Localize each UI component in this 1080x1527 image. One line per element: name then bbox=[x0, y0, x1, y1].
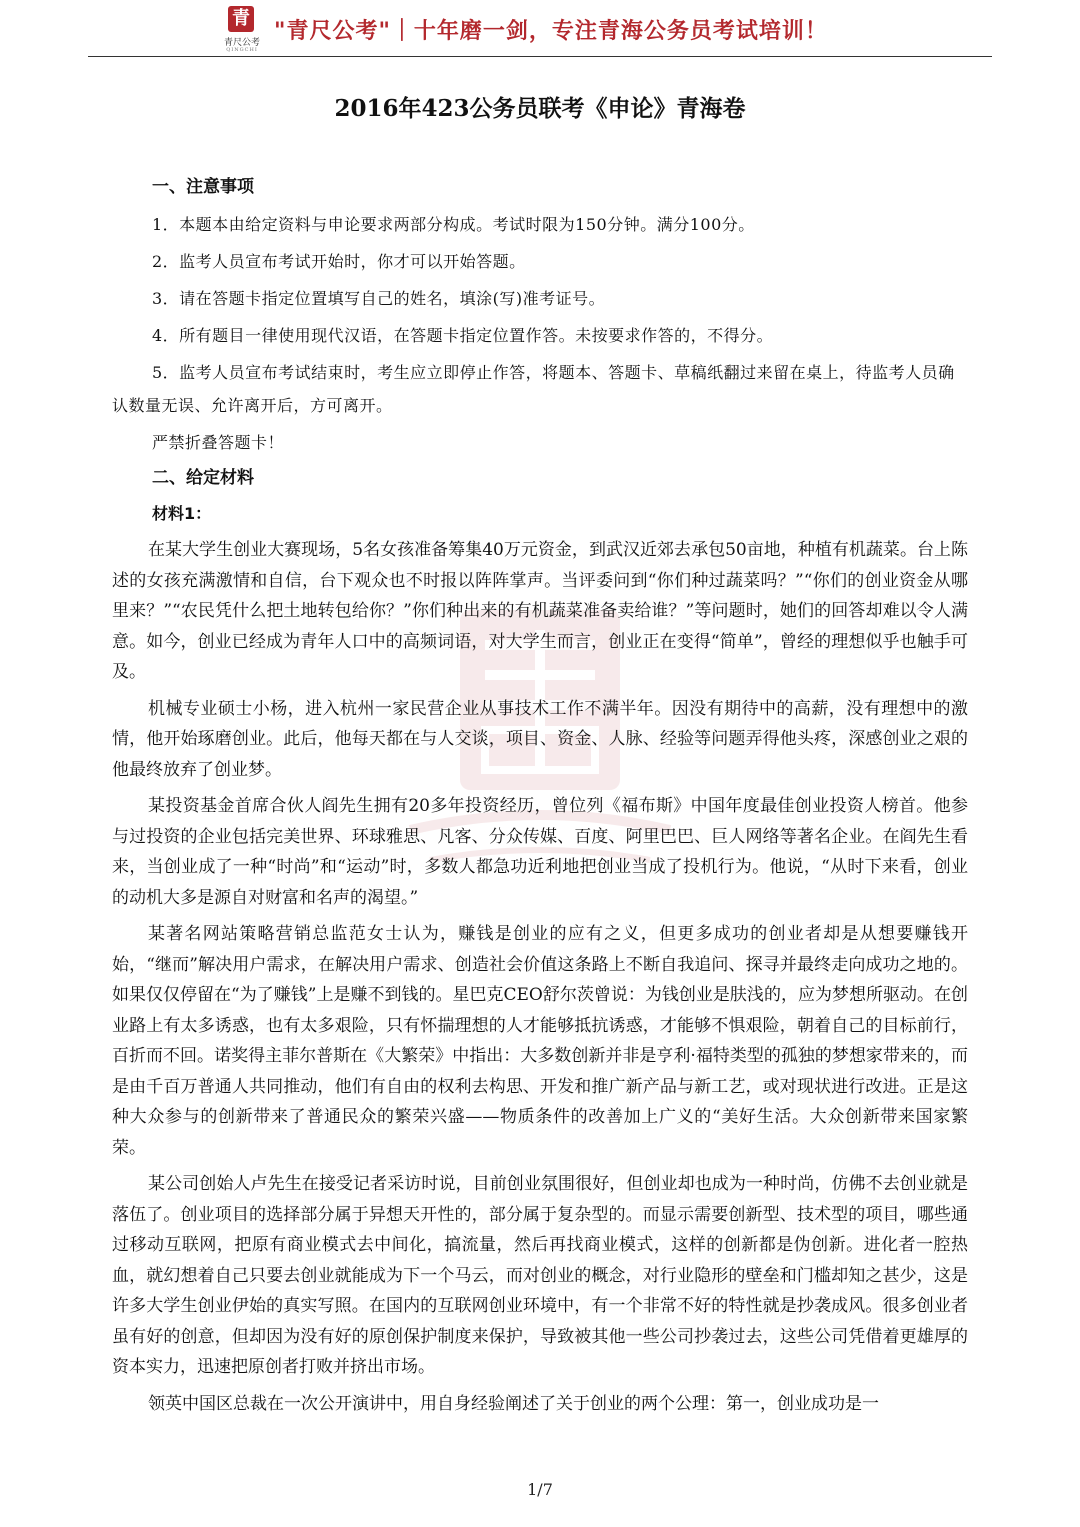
notice-item: 5．监考人员宣布考试结束时，考生应立即停止作答，将题本、答题卡、草稿纸翻过来留在桌上，待监考人员确认数量无误、允许离开后，方可离开。 bbox=[112, 363, 955, 415]
notice-heading: 一、注意事项 bbox=[152, 177, 254, 197]
material-paragraph: 机械专业硕士小杨，进入杭州一家民营企业从事技术工作不满半年。因没有期待中的高薪，没有理想中的激情，他开始琢磨创业。此后，他每天都在与人交谈，项目、资金、人脉、经验等问题弄得他头疼，深感创业之艰的他最终放弃了创业梦。 bbox=[112, 698, 968, 780]
page-number: 1/7 bbox=[527, 1480, 553, 1499]
material-paragraph: 某投资基金首席合伙人阎先生拥有20多年投资经历，曾位列《福布斯》中国年度最佳创业投资人榜首。他参与过投资的企业包括完美世界、环球雅思、凡客、分众传媒、百度、阿里巴巴、巨人网络等著名企业。在阎先生看来，当创业成了一种“时尚”和“运动”时，多数人都急功近利地把创业当成了投机行为。他说，“从时下来看，创业的动机大多是源自对财富和名声的渴望。” bbox=[112, 796, 968, 908]
logo-seal-icon: 青 bbox=[228, 6, 254, 32]
document-body bbox=[112, 172, 968, 1425]
material-paragraph: 在某大学生创业大赛现场，5名女孩准备筹集40万元资金，到武汉近郊去承包50亩地，种植有机蔬菜。台上陈述的女孩充满激情和自信，台下观众也不时报以阵阵掌声。当评委问到“你们种过蔬菜吗？”“你们的创业资金从哪里来？”“农民凭什么把土地转包给你？”你们种出来的有机蔬菜准备卖给谁？”等问题时，她们的回答却难以令人满意。如今，创业已经成为青年人口中的高频词语，对大学生而言，创业正在变得“简单”，曾经的理想似乎也触手可及。 bbox=[112, 540, 968, 682]
material-paragraph: 领英中国区总裁在一次公开演讲中，用自身经验阐述了关于创业的两个公理：第一，创业成功是一 bbox=[148, 1393, 879, 1414]
header-slogan: "青尺公考"｜十年磨一剑，专注青海公务员考试培训！ bbox=[274, 19, 828, 44]
logo-name: 青尺公考 bbox=[223, 38, 260, 48]
material-label: 材料1： bbox=[152, 504, 212, 523]
notice-item: 4．所有题目一律使用现代汉语，在答题卡指定位置作答。未按要求作答的，不得分。 bbox=[152, 326, 774, 345]
brand-logo bbox=[222, 6, 262, 52]
notice-item: 2．监考人员宣布考试开始时，你才可以开始答题。 bbox=[152, 252, 526, 271]
notice-warning: 严禁折叠答题卡！ bbox=[152, 433, 285, 452]
logo-pinyin: QINGCHI bbox=[226, 47, 258, 53]
notice-item: 3．请在答题卡指定位置填写自己的姓名，填涂(写)准考证号。 bbox=[152, 289, 606, 308]
page-header bbox=[88, 0, 992, 57]
notice-item: 1．本题本由给定资料与申论要求两部分构成。考试时限为150分钟。满分100分。 bbox=[152, 215, 755, 234]
materials-heading: 二、给定材料 bbox=[152, 468, 254, 488]
material-paragraph: 某公司创始人卢先生在接受记者采访时说，目前创业氛围很好，但创业却也成为一种时尚，仿佛不去创业就是落伍了。创业项目的选择部分属于异想天开性的，部分属于复杂型的。而显示需要创新型、技术型的项目，哪些通过移动互联网，把原有商业模式去中间化，搞流量，然后再找商业模式，这样的创新都是伪创新。进化者一腔热血，就幻想着自己只要去创业就能成为下一个马云，而对创业的概念，对行业隐形的壁垒和门槛却知之甚少，这是许多大学生创业伊始的真实写照。在国内的互联网创业环境中，有一个非常不好的特性就是抄袭成风。很多创业者虽有好的创意，但却因为没有好的原创保护制度来保护，导致被其他一些公司抄袭过去，这些公司凭借着更雄厚的资本实力，迅速把原创者打败并挤出市场。 bbox=[112, 1174, 968, 1377]
document-title: 2016年423公务员联考《申论》青海卷 bbox=[334, 95, 746, 122]
material-paragraph: 某著名网站策略营销总监范女士认为，赚钱是创业的应有之义，但更多成功的创业者却是从想要赚钱开始，“继而”解决用户需求，在解决用户需求、创造社会价值这条路上不断自我追问、探寻并最终走向成功之地的。如果仅仅停留在“为了赚钱”上是赚不到钱的。星巴克CEO舒尔茨曾说：为钱创业是肤浅的，应为梦想所驱动。在创业路上有太多诱惑，也有太多艰险，只有怀揣理想的人才能够抵抗诱惑，才能够不惧艰险，朝着自己的目标前行，百折而不回。诺奖得主菲尔普斯在《大繁荣》中指出：大多数创新并非是亨利·福特类型的孤独的梦想家带来的，而是由千百万普通人共同推动，他们有自由的权利去构思、开发和推广新产品与新工艺，或对现状进行改进。正是这种大众参与的创新带来了普通民众的繁荣兴盛——物质条件的改善加上广义的“美好生活。大众创新带来国家繁荣。 bbox=[112, 924, 968, 1158]
